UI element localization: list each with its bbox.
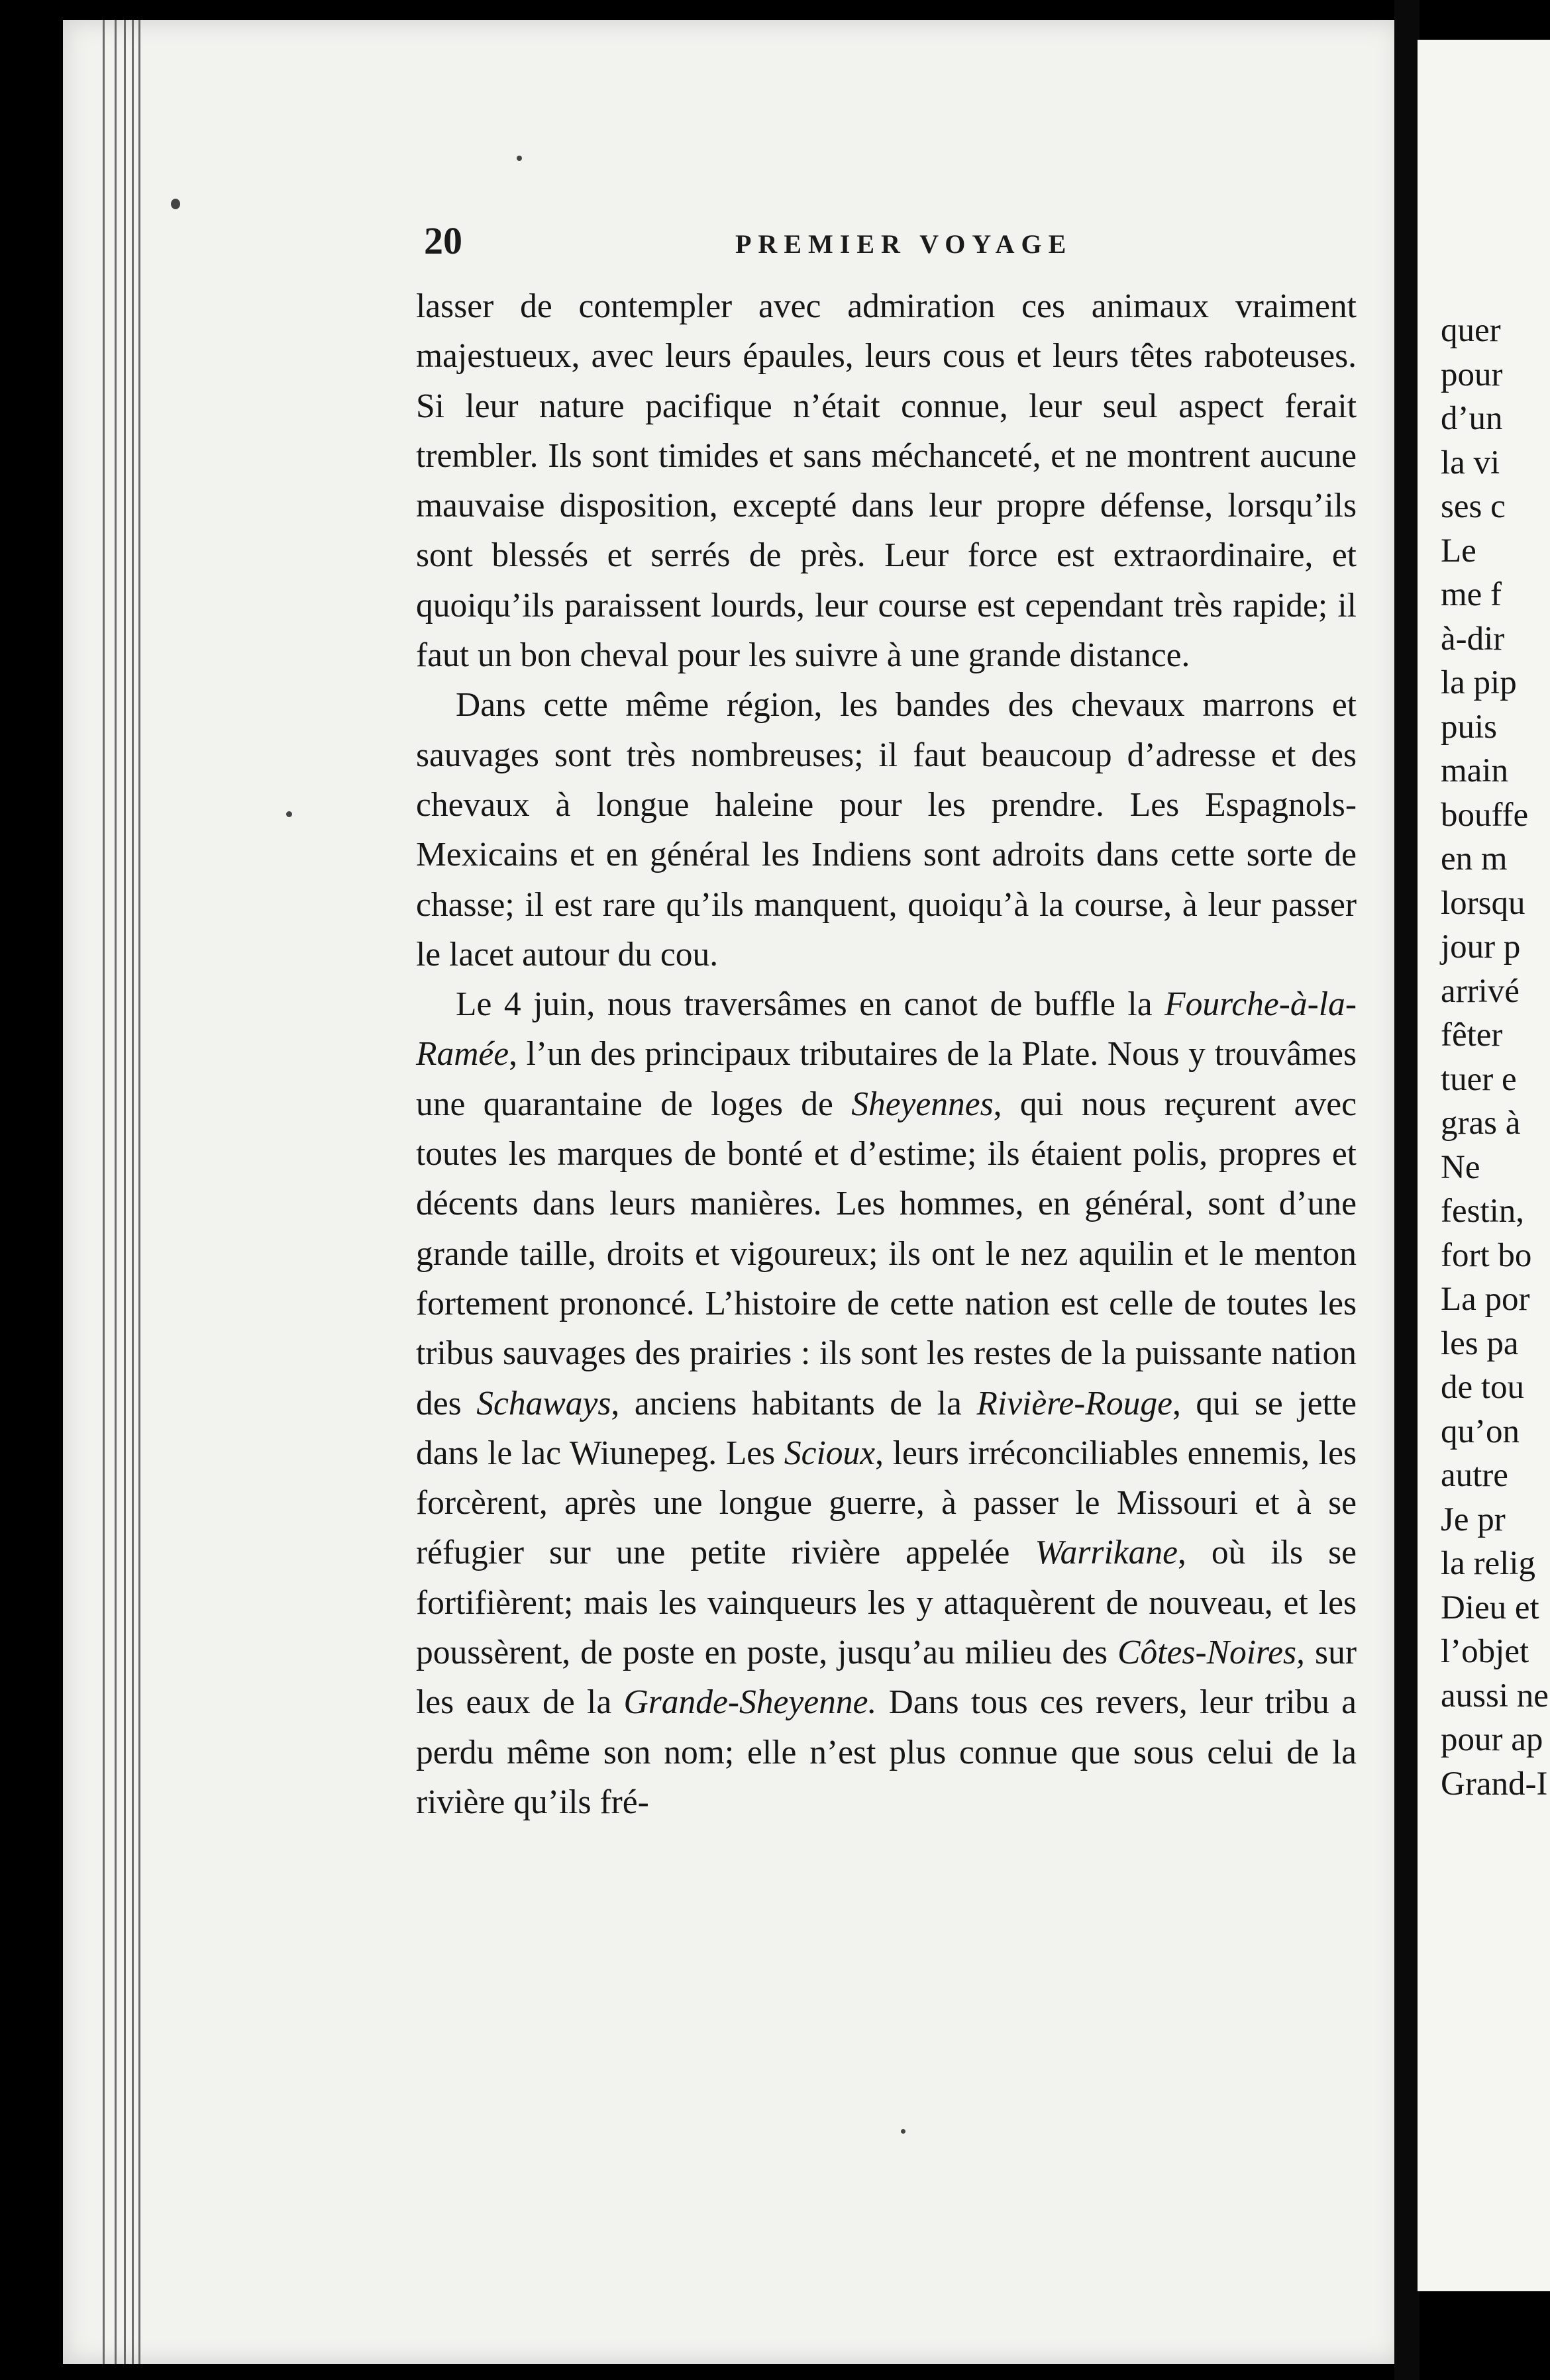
binding-edge-line xyxy=(138,20,140,2364)
paragraph xyxy=(416,979,1357,1827)
text-run: sur les eaux de la xyxy=(416,1634,1357,1722)
text-run: lasser de contempler avec admiration ces animaux vraiment majestueux, avec leurs épaules, leurs cous et leurs têtes raboteuses. Si leur nature pacifique n’était connue, leur seul aspect ferait trembler. Ils sont timides et sans méchanceté, et ne montrent aucune mauvaise disposition, excepté dans leur propre défense, lorsqu’ils sont blessés et serrés de près. Leur force est extraordinaire, et quoiqu’ils paraissent lourds, leur course est cependant très rapide; il faut un bon cheval pour les suivre à une grande distance. xyxy=(416,287,1357,675)
facing-page-line: me f xyxy=(1441,576,1502,613)
body-text xyxy=(416,281,1357,1827)
facing-page-line: lorsqu xyxy=(1441,884,1525,922)
facing-page-line: fort bo xyxy=(1441,1236,1532,1274)
book-gutter xyxy=(1394,0,1420,2380)
facing-page-line: la pip xyxy=(1441,664,1517,701)
page-number: 20 xyxy=(424,219,462,262)
text-run: Dans tous ces revers, leur tribu a perdu même son nom; elle n’est plus connue que sous celui de la rivière qu’ils fré- xyxy=(416,1683,1357,1821)
facing-page-line: en m xyxy=(1441,840,1508,877)
facing-page-line: arrivé xyxy=(1441,972,1520,1010)
facing-page-line: bouffe xyxy=(1441,796,1529,834)
facing-page-line: gras à xyxy=(1441,1105,1521,1142)
running-title: PREMIER VOYAGE xyxy=(735,229,1073,259)
paragraph xyxy=(416,281,1357,680)
facing-page-line: Dieu et xyxy=(1441,1589,1539,1626)
facing-page-line: à-dir xyxy=(1441,620,1505,658)
facing-page-line: fêter xyxy=(1441,1016,1503,1054)
text-run: , l’un des principaux tributaires de la Plate. Nous y trouvâmes une quarantaine de loges de xyxy=(416,1035,1357,1123)
facing-page-line: pour ap xyxy=(1441,1721,1543,1758)
facing-page-line: de tou xyxy=(1441,1369,1525,1406)
italic-term: Scioux xyxy=(784,1434,876,1472)
facing-page-line: Grand-I xyxy=(1441,1765,1548,1803)
facing-page-line: Ne xyxy=(1441,1148,1480,1186)
facing-page-line: pour xyxy=(1441,356,1503,393)
facing-page-line: jour p xyxy=(1441,928,1521,966)
facing-page-line: ses c xyxy=(1441,488,1506,525)
facing-page-line: l’objet xyxy=(1441,1633,1529,1670)
text-run: Le 4 juin, nous traversâmes en canot de buffle la xyxy=(456,985,1165,1024)
facing-page-line: autre xyxy=(1441,1457,1508,1494)
paragraph xyxy=(416,680,1357,979)
text-run: , anciens habitants de la xyxy=(611,1384,977,1422)
facing-page-line: festin, xyxy=(1441,1193,1525,1230)
italic-term: Schaways xyxy=(476,1384,611,1422)
italic-term: Rivière-Rouge xyxy=(976,1384,1172,1422)
facing-page-line: les pa xyxy=(1441,1324,1519,1362)
text-run: Dans cette même région, les bandes des chevaux marrons et sauvages sont très nombreuses; il faut beaucoup d’adresse et des chevaux à longue haleine pour les prendre. Les Espagnols-Mexicains et en général les Indiens sont adroits dans cette sorte de chasse; il est rare qu’ils manquent, quoiqu’à la course, à leur passer le lacet autour du cou. xyxy=(416,686,1357,973)
paper-speck xyxy=(286,811,292,817)
italic-term: Warrikane xyxy=(1035,1534,1178,1572)
text-run: , qui se jette dans le lac Wiunepeg. Les xyxy=(416,1384,1357,1472)
facing-page-line: aussi ne xyxy=(1441,1677,1549,1714)
text-run: , qui nous reçurent avec toutes les marques de bonté et d’estime; ils étaient polis, propres et décents dans leurs manières. Les hommes, en général, sont d’une grande taille, droits et vigoureux; ils ont le nez aquilin et le menton fortement prononcé. L’histoire de cette nation est celle de toutes les tribus sauvages des prairies : ils sont les restes de la puissante nation des xyxy=(416,1085,1357,1422)
facing-page-line: quer xyxy=(1441,312,1501,349)
paper-speck xyxy=(517,156,522,161)
italic-term: Grande-Sheyenne. xyxy=(623,1683,877,1722)
italic-term: Sheyennes xyxy=(851,1085,994,1123)
facing-page-line: la relig xyxy=(1441,1545,1536,1582)
facing-page-line: main xyxy=(1441,752,1508,789)
italic-term: Fourche-à-la-Ramée xyxy=(416,985,1357,1073)
binding-edge-line xyxy=(124,20,126,2364)
text-run: , où ils se fortifièrent; mais les vainqueurs les y attaquèrent de nouveau, et les poussèrent, de poste en poste, jusqu’au milieu des xyxy=(416,1534,1357,1672)
paper-speck xyxy=(171,199,180,209)
binding-edge-line xyxy=(115,20,117,2364)
facing-page-line: Je pr xyxy=(1441,1501,1506,1538)
facing-page-line: puis xyxy=(1441,708,1498,746)
facing-page-line: tuer e xyxy=(1441,1060,1517,1098)
text-run: , leurs irréconciliables ennemis, les forcèrent, après une longue guerre, à passer le Missouri et à se réfugier sur une petite rivière appelée xyxy=(416,1434,1357,1572)
facing-page-line: d’un xyxy=(1441,400,1503,437)
paper-speck xyxy=(901,2129,905,2134)
binding-edge-line xyxy=(132,20,134,2364)
facing-page-line: Le xyxy=(1441,532,1476,570)
facing-page-line: la vi xyxy=(1441,444,1500,481)
facing-page-line: La por xyxy=(1441,1281,1530,1318)
italic-term: Côtes-Noires, xyxy=(1117,1634,1305,1672)
facing-page-line: qu’on xyxy=(1441,1413,1520,1450)
binding-edge-line xyxy=(103,20,105,2364)
